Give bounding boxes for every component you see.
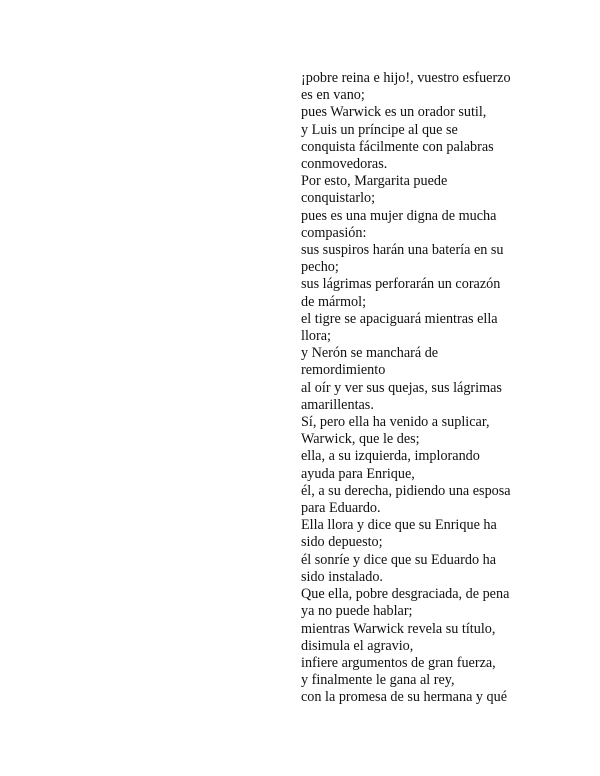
text-line: y Luis un príncipe al que se: [301, 121, 458, 138]
text-line: compasión:: [301, 224, 367, 241]
text-line: sido instalado.: [301, 568, 383, 585]
text-line: sus lágrimas perforarán un corazón: [301, 276, 501, 293]
text-line: conquistarlo;: [301, 190, 376, 207]
text-line: ayuda para Enrique,: [301, 465, 415, 482]
text-line: Ella llora y dice que su Enrique ha: [301, 517, 497, 534]
text-line: de mármol;: [301, 293, 367, 310]
text-line: sus suspiros harán una batería en su: [301, 242, 504, 259]
text-line: mientras Warwick revela su título,: [301, 620, 496, 637]
text-line: llora;: [301, 328, 331, 345]
text-line: y Nerón se manchará de: [301, 345, 439, 362]
document-text-block: [301, 70, 541, 707]
text-line: Warwick, que le des;: [301, 431, 420, 448]
text-line: él, a su derecha, pidiendo una esposa: [301, 482, 511, 499]
text-line: con la promesa de su hermana y qué: [301, 689, 508, 706]
text-line: remordimiento: [301, 362, 386, 379]
text-line: él sonríe y dice que su Eduardo ha: [301, 551, 497, 568]
text-line: disimula el agravio,: [301, 637, 414, 654]
text-line: para Eduardo.: [301, 500, 381, 517]
text-line: pues es una mujer digna de mucha: [301, 207, 497, 224]
text-line: y finalmente le gana al rey,: [301, 672, 455, 689]
text-line: amarillentas.: [301, 396, 374, 413]
text-line: infiere argumentos de gran fuerza,: [301, 654, 496, 671]
text-line: conmovedoras.: [301, 156, 388, 173]
text-line: ya no puede hablar;: [301, 603, 413, 620]
text-line: Por esto, Margarita puede: [301, 173, 448, 190]
text-line: ella, a su izquierda, implorando: [301, 448, 480, 465]
text-line: conquista fácilmente con palabras: [301, 138, 494, 155]
text-line: Que ella, pobre desgraciada, de pena: [301, 586, 510, 603]
text-line: sido depuesto;: [301, 534, 383, 551]
text-line: Sí, pero ella ha venido a suplicar,: [301, 414, 490, 431]
text-line: al oír y ver sus quejas, sus lágrimas: [301, 379, 502, 396]
text-line: es en vano;: [301, 87, 365, 104]
text-line: el tigre se apaciguará mientras ella: [301, 310, 498, 327]
text-line: pues Warwick es un orador sutil,: [301, 104, 487, 121]
text-line: ¡pobre reina e hijo!, vuestro esfuerzo: [301, 70, 511, 86]
text-line: pecho;: [301, 259, 339, 276]
